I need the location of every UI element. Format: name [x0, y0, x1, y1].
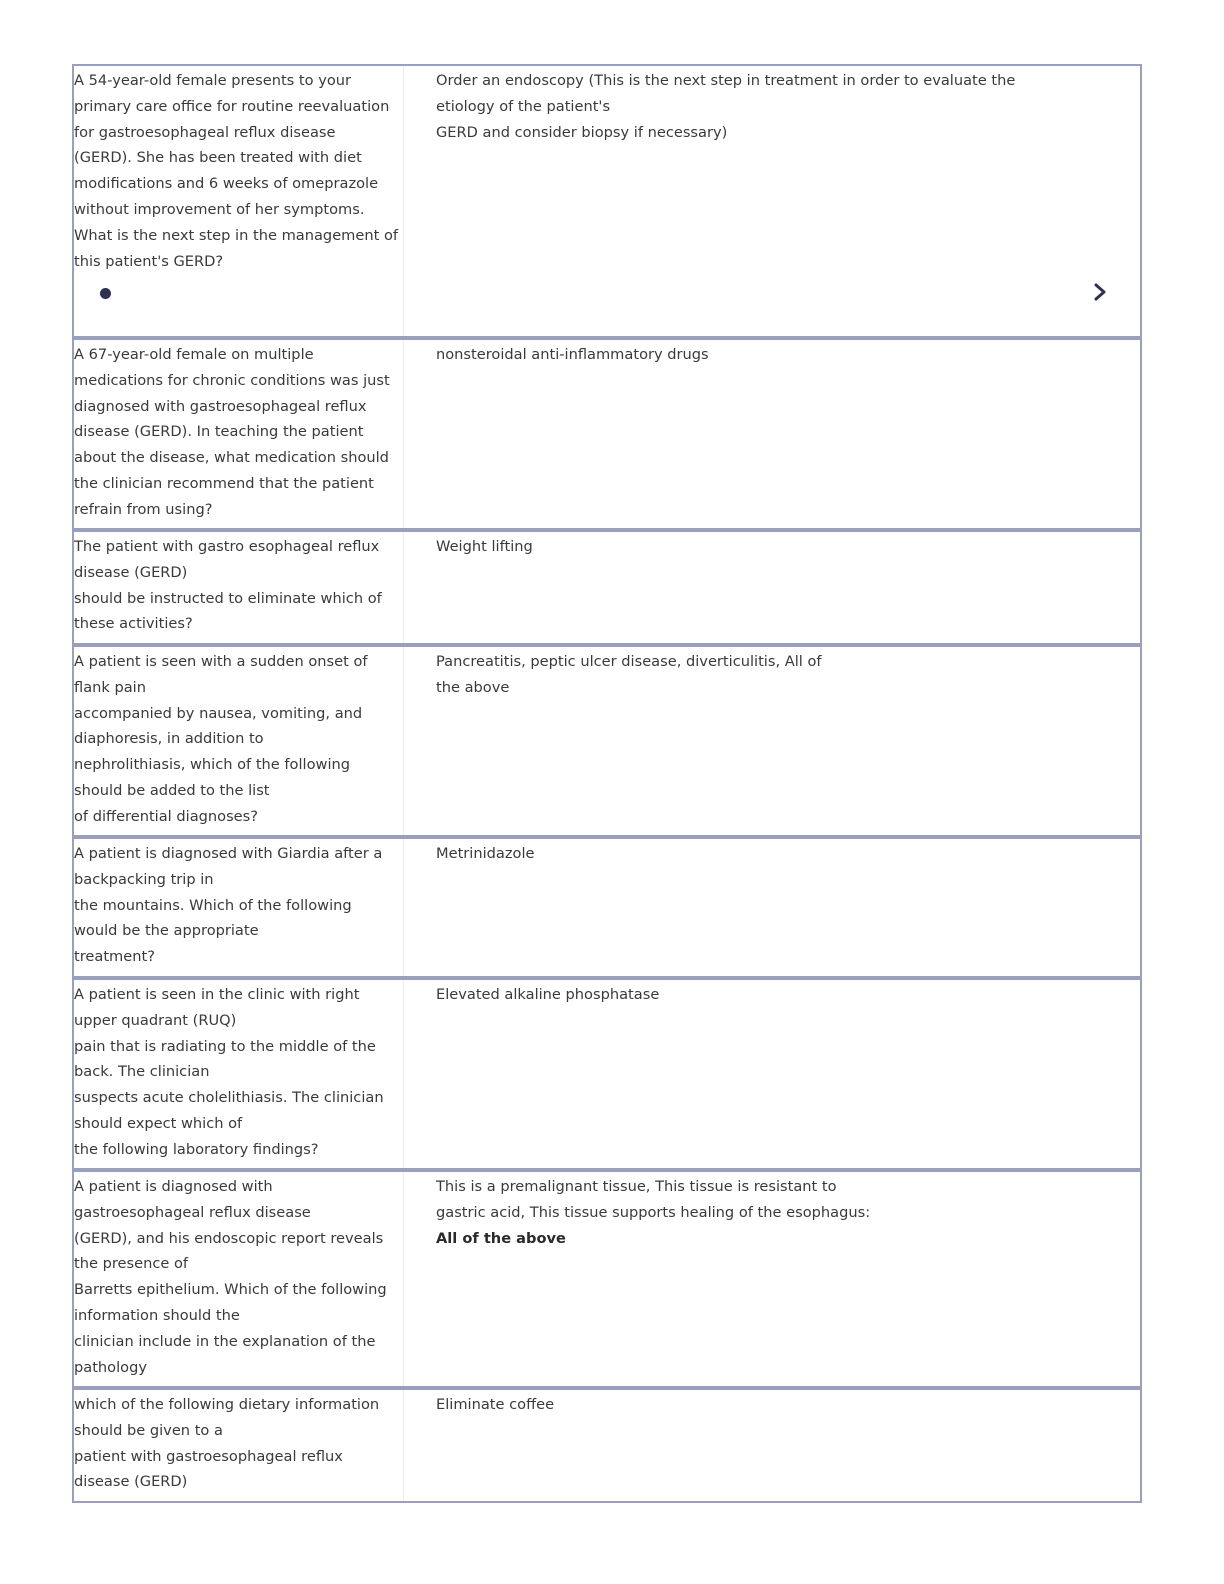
card-question: A patient is diagnosed with gastroesophageal reflux disease (GERD), and his endoscopic report reveals the presence of Barretts epithelium. Which of the following information should the clinician include in the explanation of the pathology [74, 1172, 404, 1386]
card-answer: Elevated alkaline phosphatase [436, 986, 660, 1003]
card-question: A patient is seen in the clinic with right upper quadrant (RUQ) pain that is radiating to the middle of the back. The clinician suspects acute cholelithiasis. The clinician should expect which of the following laboratory findings? [74, 980, 404, 1168]
flashcard-6 [72, 978, 1142, 1170]
card-answer-emphasis: All of the above [436, 1229, 566, 1247]
carousel-dot-icon[interactable] [100, 288, 111, 299]
card-answer: Order an endoscopy (This is the next step in treatment in order to evaluate the etiology of the patient's GERD and consider biopsy if necessary) [436, 72, 1016, 141]
card-question: which of the following dietary information should be given to a patient with gastroesophageal reflux disease (GERD) [74, 1390, 404, 1501]
card-answer: Eliminate coffee [436, 1396, 555, 1413]
card-question: A 54-year-old female presents to your primary care office for routine reevaluation for gastroesophageal reflux disease (GERD). She has been treated with diet modifications and 6 weeks of omeprazole without improvement of her symptoms. What is the next step in the management of this patient's GERD? [74, 66, 404, 336]
card-answer [404, 1172, 1140, 1386]
card-carousel-nav [74, 270, 1140, 336]
flashcard-8 [72, 1388, 1142, 1503]
card-question: A 67-year-old female on multiple medications for chronic conditions was just diagnosed with gastroesophageal reflux disease (GERD). In teaching the patient about the disease, what medication should the clinician recommend that the patient refrain from using? [74, 340, 404, 528]
card-question: A patient is diagnosed with Giardia after a backpacking trip in the mountains. Which of the following would be the appropriate treatment? [74, 839, 404, 976]
flashcard-5 [72, 837, 1142, 978]
card-answer: Weight lifting [436, 538, 533, 555]
flashcard-sheet [72, 64, 1142, 1503]
flashcard-1 [72, 64, 1142, 338]
card-answer: Metrinidazole [436, 845, 535, 862]
flashcard-7 [72, 1170, 1142, 1388]
chevron-right-icon[interactable] [1090, 282, 1110, 302]
flashcard-2 [72, 338, 1142, 530]
card-answer: nonsteroidal anti-inflammatory drugs [436, 346, 709, 363]
card-question: A patient is seen with a sudden onset of flank pain accompanied by nausea, vomiting, and diaphoresis, in addition to nephrolithiasis, which of the following should be added to the list of differential diagnoses? [74, 647, 404, 835]
flashcard-4 [72, 645, 1142, 837]
card-question: The patient with gastro esophageal reflux disease (GERD) should be instructed to eliminate which of these activities? [74, 532, 404, 643]
flashcard-3 [72, 530, 1142, 645]
card-answer: Pancreatitis, peptic ulcer disease, diverticulitis, All of the above [436, 653, 822, 696]
card-answer-text: This is a premalignant tissue, This tissue is resistant to gastric acid, This tissue supports healing of the esophagus: [436, 1178, 871, 1221]
